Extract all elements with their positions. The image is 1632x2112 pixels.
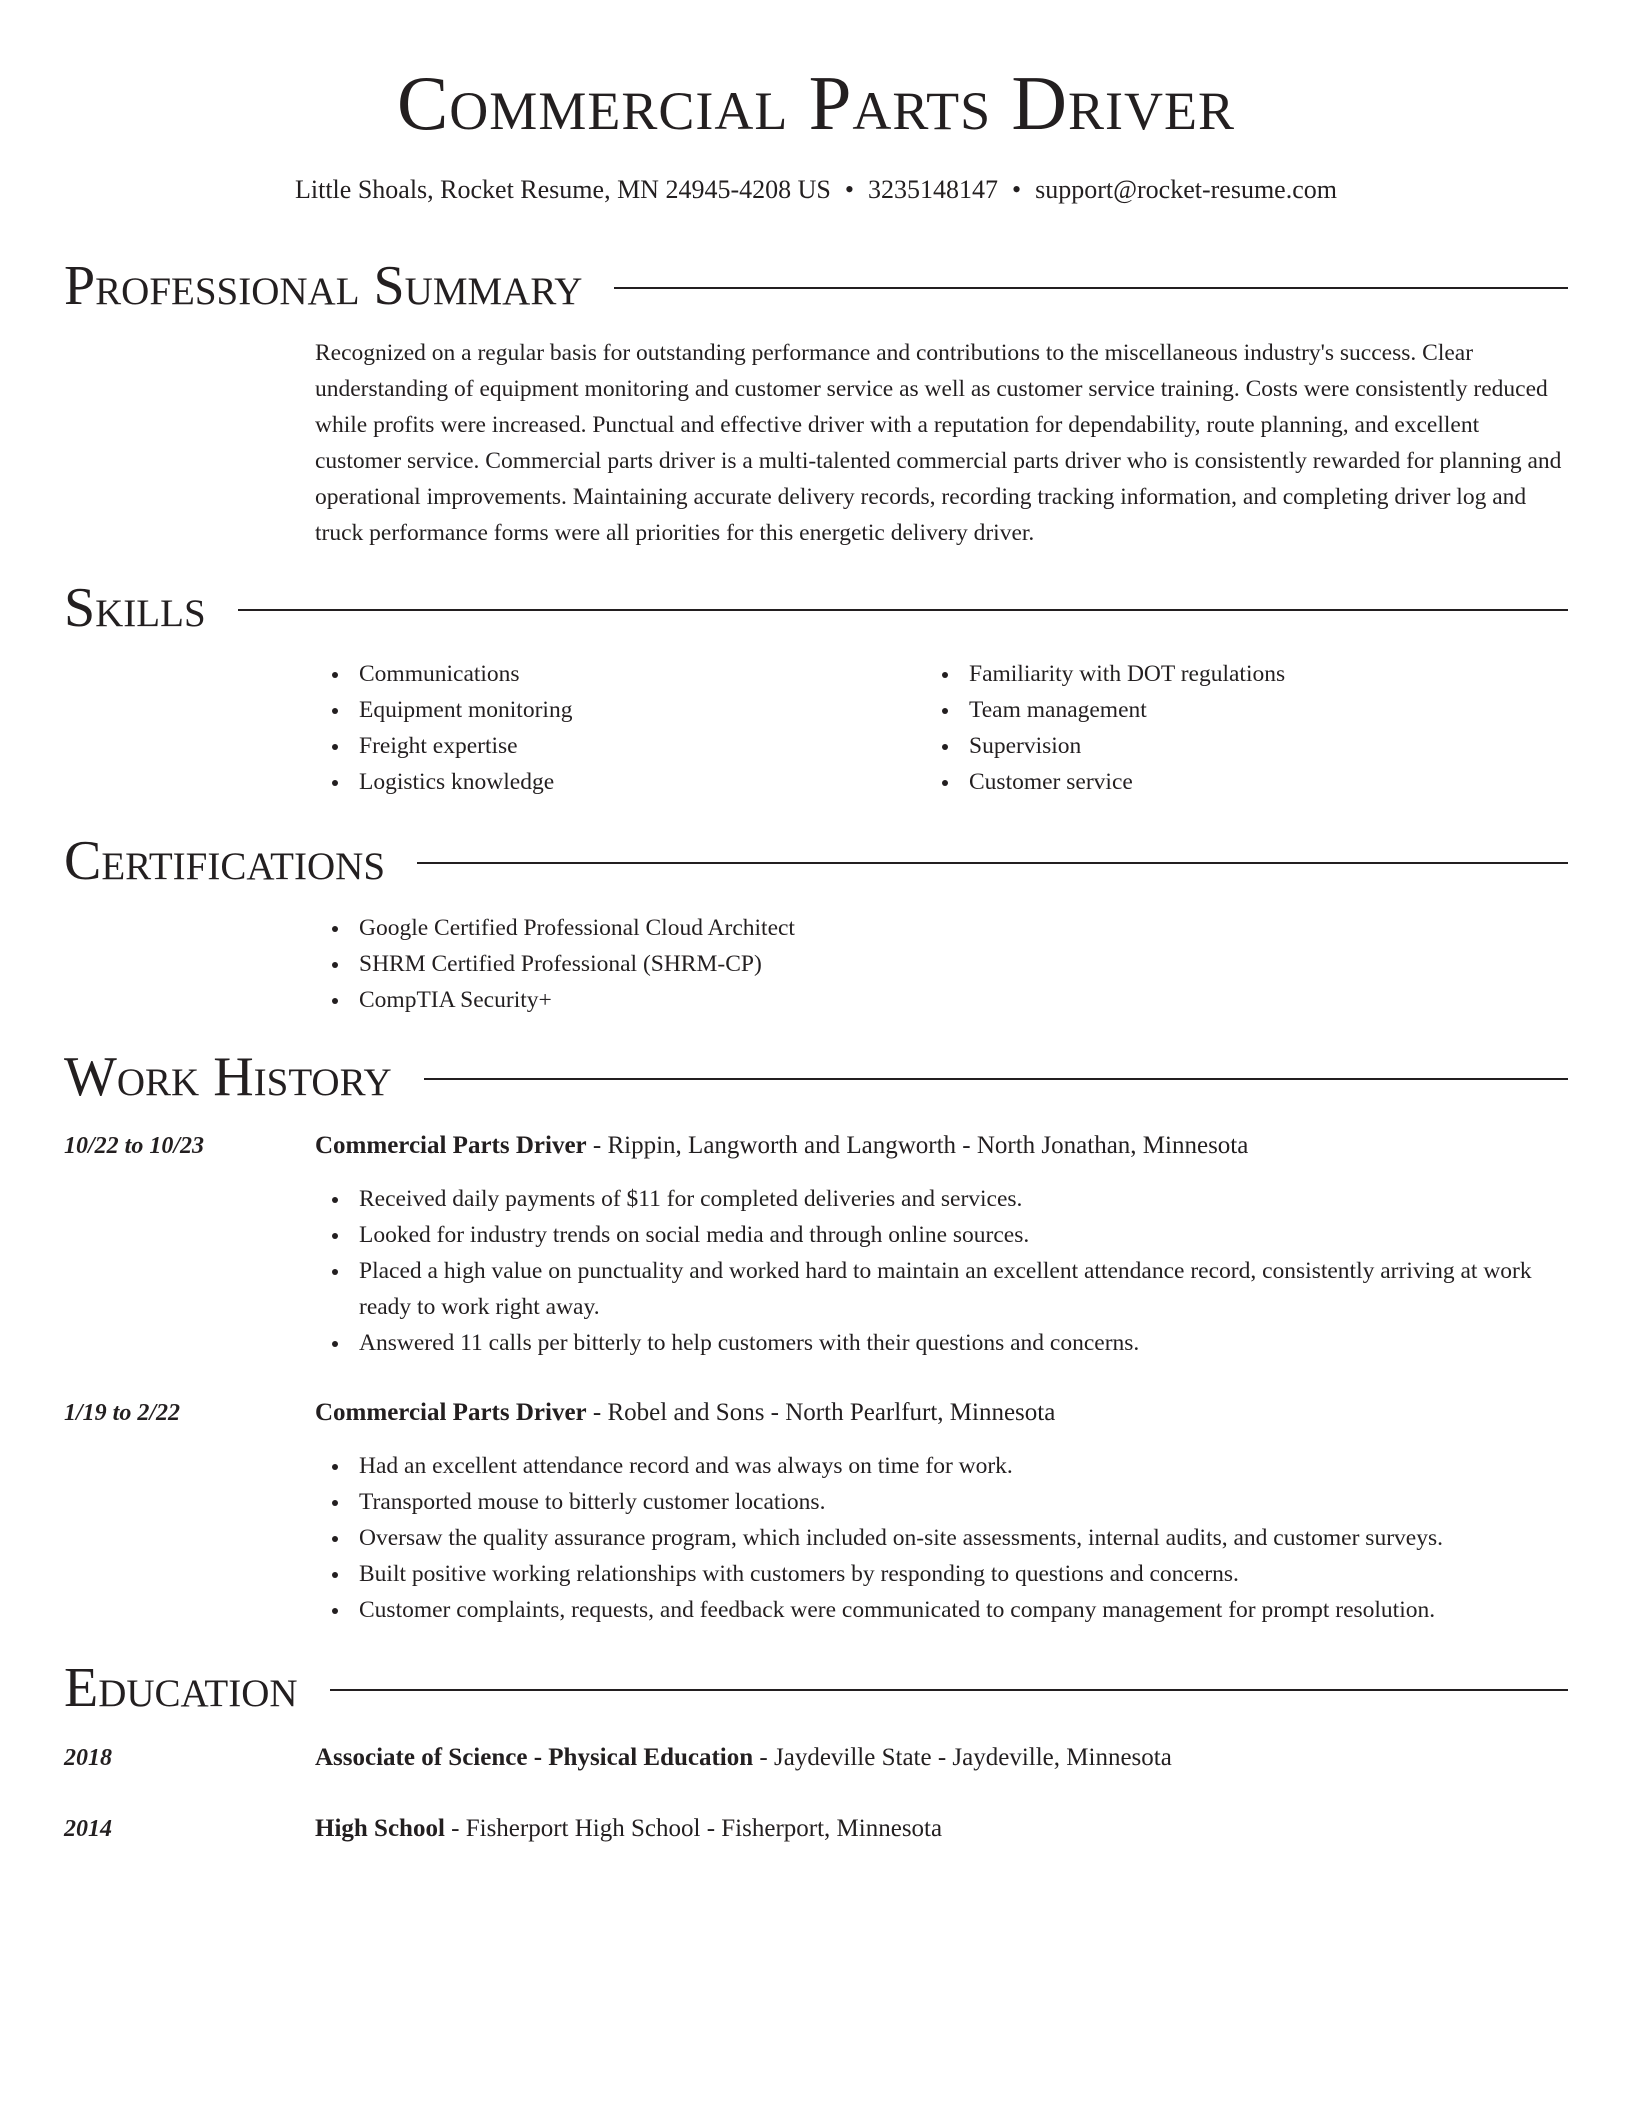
work-history-section-header — [64, 1042, 1568, 1112]
job-bullet: Received daily payments of $11 for completed deliveries and services. — [359, 1181, 1568, 1217]
job-responsibilities — [315, 1448, 1568, 1628]
education-degree: Associate of Science - Physical Education — [315, 1744, 754, 1771]
job-bullet: Looked for industry trends on social media and through online sources. — [359, 1217, 1568, 1253]
certifications-section-title: Certifications — [64, 830, 386, 892]
skill-item: Equipment monitoring — [359, 692, 915, 728]
skill-item: Team management — [969, 692, 1525, 728]
section-divider — [417, 862, 1568, 864]
contact-address: Little Shoals, Rocket Resume, MN 24945-4208 US — [295, 175, 831, 204]
skills-section-header — [64, 573, 1568, 643]
job-title: Commercial Parts Driver — [315, 1132, 587, 1159]
certifications-section-header — [64, 826, 1568, 896]
job-title: Commercial Parts Driver — [315, 1399, 587, 1426]
skill-item: Familiarity with DOT regulations — [969, 656, 1525, 692]
job-bullet: Transported mouse to bitterly customer locations. — [359, 1484, 1568, 1520]
job-heading — [315, 1396, 1568, 1430]
education-school-location: - Jaydeville State - Jaydeville, Minnesota — [753, 1744, 1172, 1771]
section-divider — [614, 287, 1568, 289]
job-heading — [315, 1129, 1568, 1163]
contact-separator: • — [844, 175, 854, 204]
certification-item: SHRM Certified Professional (SHRM-CP) — [359, 946, 1568, 982]
skill-item: Freight expertise — [359, 728, 915, 764]
summary-section-title: Professional Summary — [64, 255, 583, 317]
job-dates: 1/19 to 2/22 — [64, 1400, 181, 1426]
job-employer-location: - Rippin, Langworth and Langworth - North Jonathan, Minnesota — [586, 1132, 1249, 1159]
contact-line — [64, 173, 1568, 207]
skill-item: Communications — [359, 656, 915, 692]
skill-item: Supervision — [969, 728, 1525, 764]
contact-email: support@rocket-resume.com — [1035, 175, 1337, 204]
summary-text: Recognized on a regular basis for outstanding performance and contributions to the miscellaneous industry's success. Clear understanding of equipment monitoring and customer service as well as customer service training. Costs were consistently reduced while profits were increased. Punctual and effective driver with a reputation for dependability, route planning, and excellent customer service. Commercial parts driver is a multi-talented commercial parts driver who is consistently rewarded for planning and operational improvements. Maintaining accurate delivery records, recording tracking information, and completing driver log and truck performance forms were all priorities for this energetic delivery driver. — [315, 340, 1562, 546]
section-divider — [238, 609, 1568, 611]
job-bullet: Built positive working relationships with customers by responding to questions and concerns. — [359, 1556, 1568, 1592]
section-divider — [330, 1689, 1568, 1691]
education-year: 2014 — [64, 1816, 112, 1842]
resume-name-heading: Commercial Parts Driver — [396, 60, 1236, 146]
job-bullet: Oversaw the quality assurance program, which included on-site assessments, internal audits, and customer surveys. — [359, 1520, 1568, 1556]
education-section-header — [64, 1653, 1568, 1723]
skill-item: Customer service — [969, 764, 1525, 800]
skills-section-title: Skills — [64, 577, 206, 639]
certification-item: Google Certified Professional Cloud Architect — [359, 910, 1568, 946]
work-history-section-title: Work History — [64, 1046, 392, 1108]
skills-column-right — [925, 656, 1525, 800]
education-section-title: Education — [64, 1657, 298, 1719]
education-degree: High School — [315, 1815, 445, 1842]
certifications-list — [315, 910, 1568, 1018]
job-employer-location: - Robel and Sons - North Pearlfurt, Minnesota — [586, 1399, 1056, 1426]
section-divider — [424, 1078, 1568, 1080]
job-responsibilities — [315, 1181, 1568, 1361]
certification-item: CompTIA Security+ — [359, 982, 1568, 1018]
job-bullet: Answered 11 calls per bitterly to help customers with their questions and concerns. — [359, 1325, 1568, 1361]
job-bullet: Placed a high value on punctuality and worked hard to maintain an excellent attendance record, consistently arriving at work ready to work right away. — [359, 1253, 1568, 1325]
summary-section-header — [64, 251, 1568, 321]
skill-item: Logistics knowledge — [359, 764, 915, 800]
job-dates: 10/22 to 10/23 — [64, 1133, 205, 1159]
education-year: 2018 — [64, 1745, 112, 1771]
skills-column-left — [315, 656, 915, 800]
job-bullet: Had an excellent attendance record and was always on time for work. — [359, 1448, 1568, 1484]
education-entry — [315, 1741, 1568, 1775]
job-bullet: Customer complaints, requests, and feedback were communicated to company management for prompt resolution. — [359, 1592, 1568, 1628]
education-school-location: - Fisherport High School - Fisherport, Minnesota — [444, 1815, 943, 1842]
contact-phone: 3235148147 — [867, 175, 998, 204]
education-entry — [315, 1812, 1568, 1846]
contact-separator: • — [1011, 175, 1022, 204]
